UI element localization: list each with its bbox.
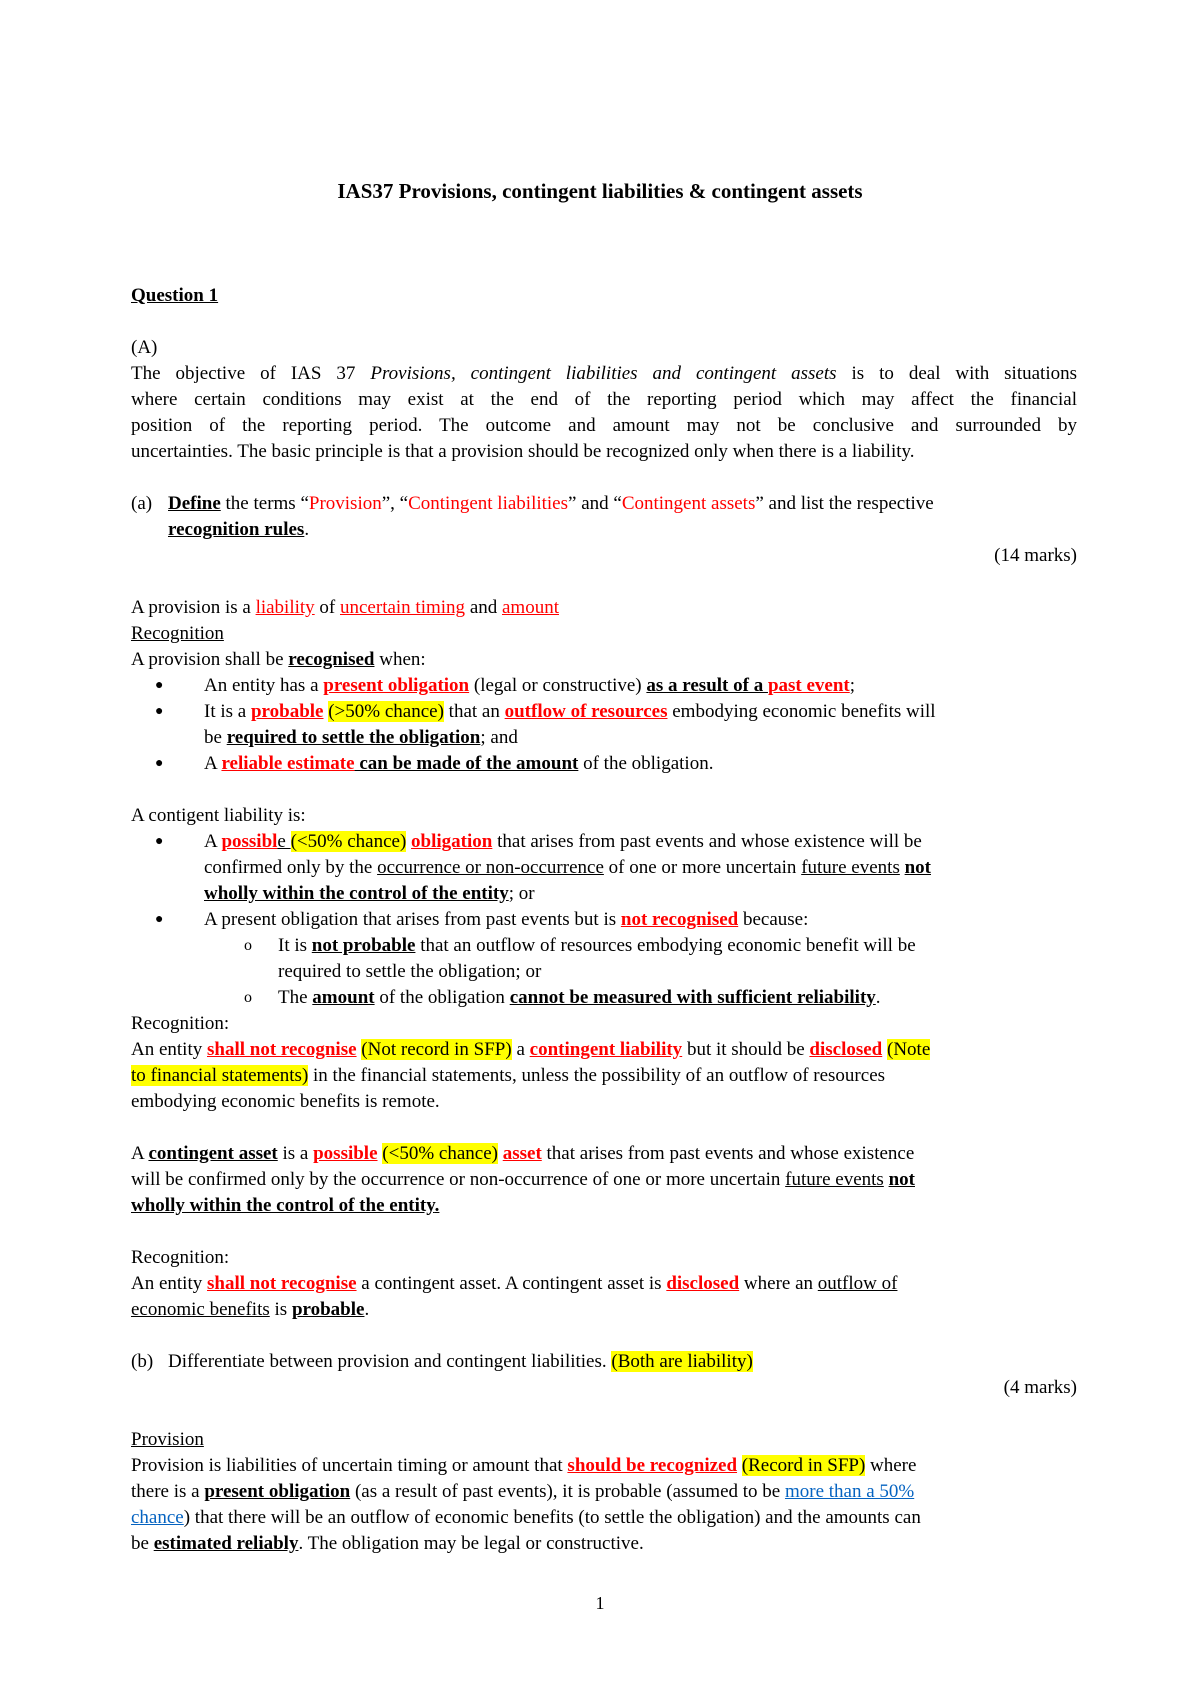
provision-bullet-1: An entity has a present obligation (legal or constructive) as a result of a past event; <box>204 675 856 696</box>
provision-para-line-1: Provision is liabilities of uncertain timing or amount that should be recognized (Record in SFP) where <box>131 1455 917 1476</box>
provision-para-line-4: be estimated reliably. The obligation may be legal or constructive. <box>131 1533 644 1554</box>
ca-definition-line-3: wholly within the control of the entity. <box>131 1195 440 1216</box>
marks-4: (4 marks) <box>1003 1377 1077 1398</box>
bullet-icon: ● <box>155 704 164 719</box>
recognition-heading: Recognition <box>131 623 224 644</box>
cl-recognition-line-2: to financial statements) in the financial statements, unless the possibility of an outflow of resources <box>131 1065 886 1086</box>
question-a-label: (a) <box>131 493 153 514</box>
question-a-text: Define the terms “Provision”, “Contingent liabilities” and “Contingent assets” and list the respective <box>168 493 934 514</box>
provision-heading: Provision <box>131 1429 204 1450</box>
provision-bullet-3: A reliable estimate can be made of the amount of the obligation. <box>204 753 714 774</box>
provision-bullet-2-cont: be required to settle the obligation; and <box>204 727 518 748</box>
provision-para-line-3: chance) that there will be an outflow of economic benefits (to settle the obligation) and the amounts can <box>131 1507 921 1528</box>
question-b-label: (b) <box>131 1351 154 1372</box>
sub-bullet-icon: o <box>244 937 252 954</box>
question-heading: Question 1 <box>131 285 219 306</box>
bullet-icon: ● <box>155 678 164 693</box>
marks-14: (14 marks) <box>994 545 1077 566</box>
ca-recognition-line-1: An entity shall not recognise a contingent asset. A contingent asset is disclosed where an outflow of <box>131 1273 898 1294</box>
cl-bullet-1: A possible (<50% chance) obligation that arises from past events and whose existence will be <box>204 831 922 852</box>
sub-bullet-icon: o <box>244 989 252 1006</box>
intro-line-3: position of the reporting period. The outcome and amount may not be conclusive and surrounded by <box>131 415 1077 436</box>
intro-line-4: uncertainties. The basic principle is that a provision should be recognized only when there is a liability. <box>131 441 915 462</box>
cl-bullet-1-cont-2: wholly within the control of the entity; or <box>204 883 535 904</box>
cl-bullet-2: A present obligation that arises from past events but is not recognised because: <box>204 909 809 930</box>
cl-recognition-line-3: embodying economic benefits is remote. <box>131 1091 440 1112</box>
bullet-icon: ● <box>155 834 164 849</box>
document-title: IAS37 Provisions, contingent liabilities & contingent assets <box>337 179 863 203</box>
cl-recognition-line-1: An entity shall not recognise (Not record in SFP) a contingent liability but it should be disclosed (Note <box>131 1039 931 1060</box>
ca-recognition-line-2: economic benefits is probable. <box>131 1299 370 1320</box>
provision-bullet-2: It is a probable (>50% chance) that an outflow of resources embodying economic benefits will <box>204 701 936 722</box>
intro-line-1: The objective of IAS 37 Provisions, contingent liabilities and contingent assets is to deal with situations <box>131 363 1077 384</box>
cl-recognition-heading: Recognition: <box>131 1013 230 1034</box>
cl-sub-bullet-1: It is not probable that an outflow of resources embodying economic benefit will be <box>278 935 916 956</box>
question-a-text-2: recognition rules. <box>168 519 310 540</box>
bullet-icon: ● <box>155 912 164 927</box>
intro-line-2: where certain conditions may exist at the end of the reporting period which may affect the financial <box>131 389 1077 410</box>
ca-recognition-heading: Recognition: <box>131 1247 230 1268</box>
contingent-liability-intro: A contigent liability is: <box>131 805 306 826</box>
ca-definition-line-1: A contingent asset is a possible (<50% chance) asset that arises from past events and whose existence <box>131 1143 915 1164</box>
ca-definition-line-2: will be confirmed only by the occurrence or non-occurrence of one or more uncertain future events not <box>131 1169 915 1190</box>
provision-recognition-intro: A provision shall be recognised when: <box>131 649 426 670</box>
cl-bullet-1-cont: confirmed only by the occurrence or non-occurrence of one or more uncertain future events not <box>204 857 931 878</box>
page-number: 1 <box>595 1593 605 1613</box>
question-b-text: Differentiate between provision and contingent liabilities. (Both are liability) <box>168 1351 753 1372</box>
provision-definition: A provision is a liability of uncertain timing and amount <box>131 597 559 618</box>
cl-sub-bullet-1-cont: required to settle the obligation; or <box>278 961 542 982</box>
part-a-label: (A) <box>131 337 158 358</box>
cl-sub-bullet-2: The amount of the obligation cannot be measured with sufficient reliability. <box>278 987 881 1008</box>
bullet-icon: ● <box>155 756 164 771</box>
provision-para-line-2: there is a present obligation (as a result of past events), it is probable (assumed to be more than a 50% <box>131 1481 915 1502</box>
